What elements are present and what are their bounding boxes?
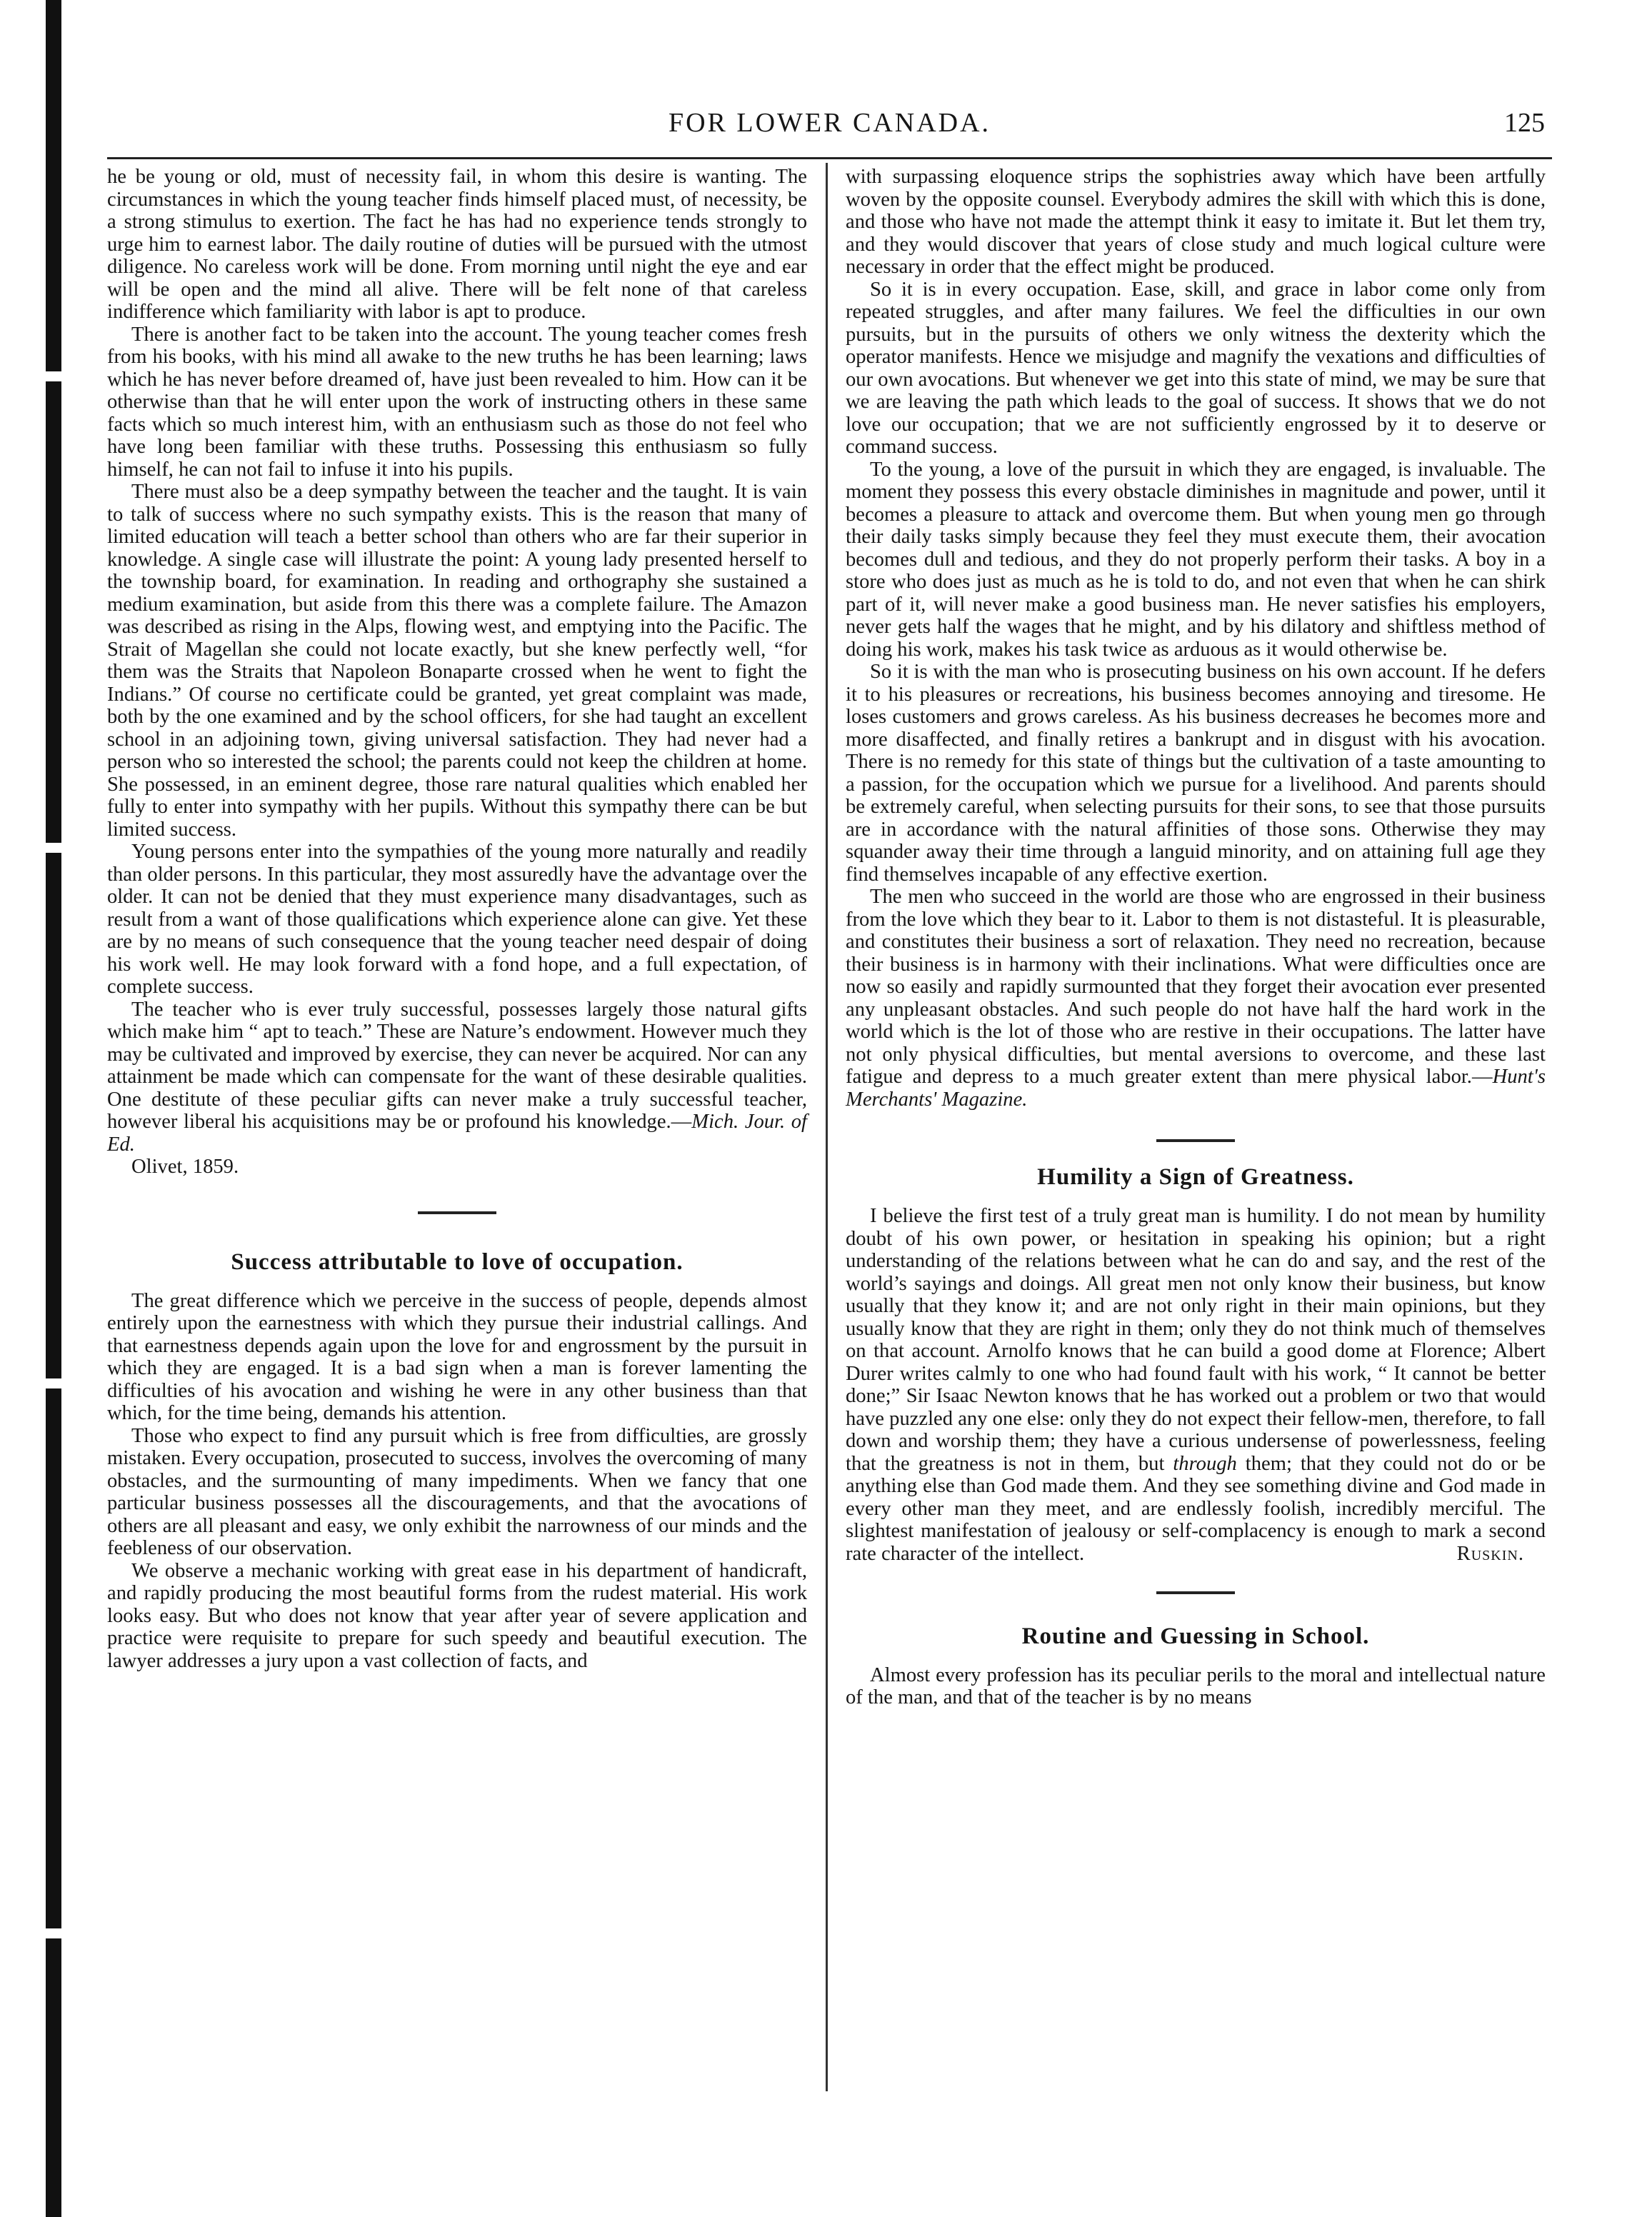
left-column xyxy=(107,166,807,1672)
paragraph: Those who expect to find any pursuit which is free from difficulties, are grossly mistaken. Every occupation, prosecuted to success, involves the overcoming of many obstacles, and the surmounting of many impediments. When we fancy that one particular business possesses all the discouragements, and that the avocations of others are all pleasant and easy, we only exhibit the narrowness of our minds and the feebleness of our observation. xyxy=(107,1424,807,1559)
paragraph: To the young, a love of the pursuit in which they are engaged, is invaluable. The moment they possess this every obstacle diminishes in magnitude and power, until it becomes a pleasure to attack and overcome them. But when young men go through their daily tasks simply because they feel they must execute them, their avocation becomes dull and tedious, and they do not properly perform their tasks. A boy in a store who does just as much as he is told to do, and not even that when he can shirk part of it, will never make a good business man. He never satisfies his employers, never gets half the wages that he might, and by his dilatory and shiftless method of doing his work, makes his task twice as arduous as it would otherwise be. xyxy=(846,458,1546,661)
section-rule xyxy=(1156,1139,1235,1142)
section-rule xyxy=(1156,1591,1235,1594)
header-rule xyxy=(107,157,1552,159)
paragraph-text: I believe the first test of a truly great man is humility. I do not mean by humility doubt of his own power, or hesitation in speaking his opinion; but a right understanding of the relations between what he can do and say, and the rest of the world’s sayings and doings. All great men not only know their business, but know usually that they know it; and are not only right in their main opinions, but they usually know that they are right in them; only they do not think much of themselves on that account. Arnolfo knows that he can build a good dome at Florence; Albert Durer writes calmly to one who had found fault with his work, “ It cannot be better done;” Sir Isaac Newton knows that he has worked out a problem or two that would have puzzled any one else: only they do not expect their fellow-men, therefore, to fall down and worship them; they have a curious undersense of powerlessness, feeling that the greatness is not in them, but xyxy=(846,1205,1546,1475)
binding-gap xyxy=(46,1928,61,1938)
paragraph: There must also be a deep sympathy between the teacher and the taught. It is vain to talk of success where no such sympathy exists. This is the reason that many of limited education will teach a better school than others who are far their superior in knowledge. A single case will illustrate the point: A young lady presented herself to the township board, for examination. In reading and orthography she sustained a medium examination, but aside from this there was a complete failure. The Amazon was described as rising in the Alps, flowing west, and emptying into the Pacific. The Strait of Magellan she could not locate exactly, but she knew perfectly well, “for them was the Straits that Napoleon Bonaparte crossed when he went to fight the Indians.” Of course no certificate could be granted, yet great complaint was made, both by the one examined and by the school officers, for she had taught an excellent school in an adjoining town, giving universal satisfaction. They had never had a person who so interested the school; the parents could not keep the children at home. She possessed, in an eminent degree, those rare natural qualities which enabled her fully to enter into sympathy with her pupils. Without this sympathy there can be but limited success. xyxy=(107,481,807,841)
section-title: Routine and Guessing in School. xyxy=(1021,1623,1370,1649)
paragraph: So it is in every occupation. Ease, skill, and grace in labor come only from repeated struggles, and after many failures. We feel the difficulties in our own pursuits, but in the pursuits of others we only witness the dexterity which the operator manifests. Hence we misjudge and magnify the vexations and difficulties of our own avocations. But whenever we get into this state of mind, we may be sure that we are leaving the path which leads to the goal of success. It shows that we do not love our occupation; that we are not sufficiently engrossed by it to deserve or command success. xyxy=(846,278,1546,458)
paragraph-text: The teacher who is ever truly successful, possesses largely those natural gifts which make him “ apt to teach.” These are Nature’s endowment. However much they may be cultivated and improved by exercise, they can never be acquired. Nor can any attainment be made which can compensate for the want of these desirable qualities. One destitute of these peculiar gifts can never make a truly successful teacher, however liberal his acquisitions may be or profound his knowledge.— xyxy=(107,998,807,1133)
page-number: 125 xyxy=(1504,108,1545,138)
binding-gap xyxy=(46,843,61,853)
column-divider xyxy=(826,163,828,2091)
binding-gap xyxy=(46,1378,61,1388)
paragraph xyxy=(846,886,1546,1111)
paragraph xyxy=(846,1205,1546,1565)
paragraph: So it is with the man who is prosecuting business on his own account. If he defers it to his pleasures or recreations, his business becomes annoying and tiresome. He loses customers and grows careless. As his business decreases he becomes more and more disaffected, and finally retires a bankrupt and in disgust with his avocation. There is no remedy for this state of things but the cultivation of a taste amounting to a passion, for the occupation which we pursue for a livelihood. And parents should be extremely careful, when selecting pursuits for their sons, to see that those pursuits are in accordance with the natural affinities of those sons. Otherwise they may squander away their time through a languid minority, and on attaining full age they find themselves incapable of any effective exertion. xyxy=(846,661,1546,886)
paragraph: with surpassing eloquence strips the sophistries away which have been artfully woven by the opposite counsel. Everybody admires the skill with which this is done, and those who have not made the attempt think it easy to imitate it. But let them try, and they would discover that years of close study and much logical culture were necessary in order that the effect might be produced. xyxy=(846,166,1546,278)
binding-edge xyxy=(46,0,61,2217)
paragraph xyxy=(107,999,807,1156)
running-head: FOR LOWER CANADA. xyxy=(668,108,991,138)
author-byline: Ruskin. xyxy=(1456,1543,1524,1565)
paragraph-text: them; that they could not do or be anything else than God made them. And they see something divine and God made in every other man they meet, and are endlessly foolish, incredibly merciful. The slightest manifestation of jealousy or self-complacency is enough to mark a second rate character of the intellect. xyxy=(846,1452,1546,1565)
right-column xyxy=(846,166,1546,1709)
paragraph: Almost every profession has its peculiar perils to the moral and intellectual nature of the man, and that of the teacher is by no means xyxy=(846,1663,1546,1708)
paragraph: We observe a mechanic working with great ease in his department of handicraft, and rapidly producing the most beautiful forms from the rudest material. His work looks easy. But who does not know that year after year of severe application and practice were requisite to prepare for such speedy and beautiful execution. The lawyer addresses a jury upon a vast collection of facts, and xyxy=(107,1559,807,1672)
section-rule xyxy=(418,1211,496,1214)
emphasis: through xyxy=(1173,1452,1237,1475)
paragraph-text: The men who succeed in the world are those who are engrossed in their business from the love which they bear to it. Labor to them is not distasteful. It is pleasurable, and constitutes their business a sort of relaxation. They need no recreation, because their business is in harmony with their inclinations. What were difficulties once are now so easily and rapidly surmounted that they forget their avocation ever presented any unpleasant obstacles. And such people do not have half the hard work in the world which is the lot of those who are restive in their occupations. The latter have not only physical difficulties, but mental aversions to overcome, and these last fatigue and depress to a much greater extent than mere physical labor.— xyxy=(846,886,1546,1088)
dateline: Olivet, 1859. xyxy=(131,1156,239,1178)
binding-gap xyxy=(46,371,61,381)
paragraph: There is another fact to be taken into the account. The young teacher comes fresh from his books, with his mind all awake to the new truths he has been learning; laws which he has never before dreamed of, have just been revealed to him. How can it be otherwise than that he will enter upon the work of instructing others in these same facts which so much interest him, with an enthusiasm such as those do not feel who have long been familiar with these truths. Possessing this enthusiasm so fully himself, he can not fail to infuse it into his pupils. xyxy=(107,323,807,481)
paragraph: Young persons enter into the sympathies of the young more naturally and readily than older persons. In this particular, they most assuredly have the advantage over the older. It can not be denied that they must experience many disadvantages, such as result from a want of those qualifications which experience alone can give. Yet these are by no means of such consequence that the young teacher need despair of doing his work well. He may look forward with a fond hope, and a full expectation, of complete success. xyxy=(107,841,807,998)
section-title: Humility a Sign of Greatness. xyxy=(1037,1164,1354,1190)
source-citation: Mich. Jour. of Ed. xyxy=(107,1111,807,1156)
source-citation: Hunt's Merchants' Magazine. xyxy=(846,1066,1546,1111)
section-title: Success attributable to love of occupation. xyxy=(231,1248,684,1275)
page-header xyxy=(107,107,1552,150)
paragraph: he be young or old, must of necessity fail, in whom this desire is wanting. The circumstances in which the young teacher finds himself placed must, of necessity, be a strong stimulus to exertion. The fact he has had no experience tends strongly to urge him to earnest labor. The daily routine of duties will be pursued with the utmost diligence. No careless work will be done. From morning until night the eye and ear will be open and the mind all alive. There will be felt none of that careless indifference which familiarity with labor is apt to produce. xyxy=(107,166,807,323)
paragraph: The great difference which we perceive in the success of people, depends almost entirely upon the earnestness with which they pursue their industrial callings. And that earnestness depends again upon the love for and engrossment by the pursuit in which they are engaged. It is a bad sign when a man is forever lamenting the difficulties of his avocation and wishing he were in any other business than that which, for the time being, demands his attention. xyxy=(107,1289,807,1424)
